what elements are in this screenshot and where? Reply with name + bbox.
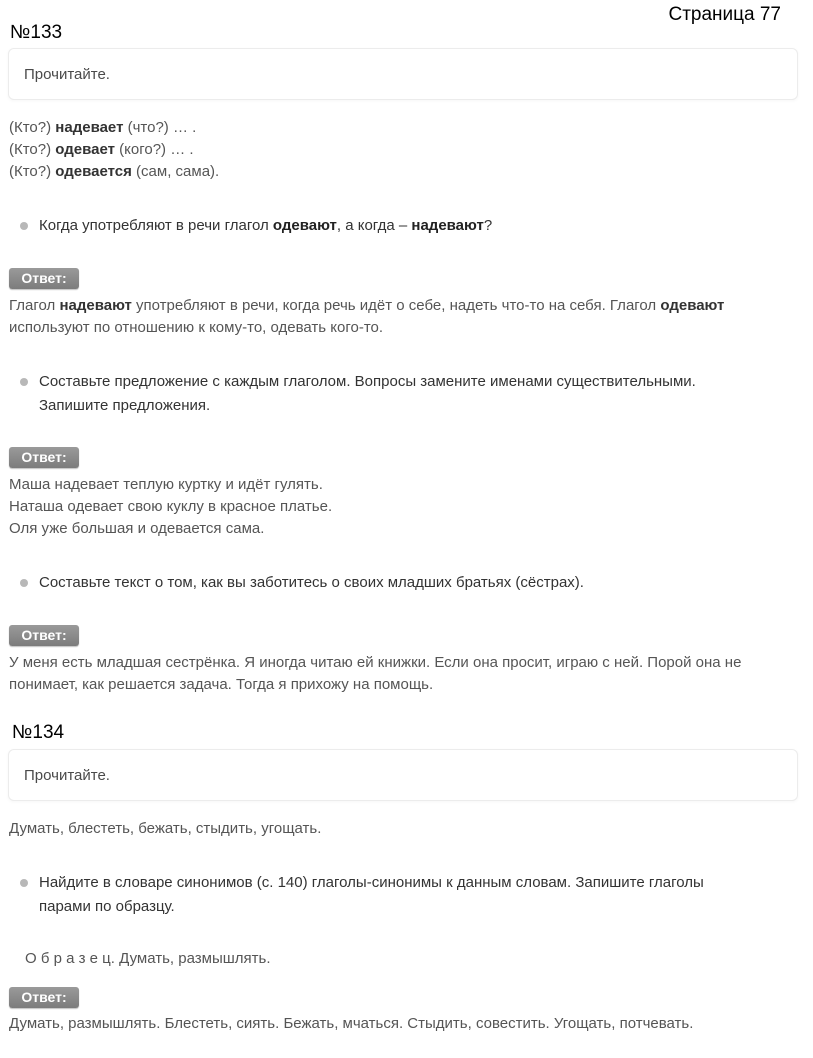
text-line: (Кто?) надевает (что?) … .	[9, 119, 197, 136]
bullet-icon	[20, 378, 28, 386]
answer-badge: Ответ:	[9, 625, 79, 646]
bullet-icon	[20, 879, 28, 887]
answer-badge: Ответ:	[9, 447, 79, 468]
answer-text: Думать, размышлять. Блестеть, сиять. Бежать, мчаться. Стыдить, совестить. Угощать, потчевать.	[9, 1015, 694, 1032]
word-list: Думать, блестеть, бежать, стыдить, угощать.	[9, 820, 322, 837]
instruction-box	[8, 749, 798, 801]
task-text: Составьте текст о том, как вы заботитесь о своих младших братьях (сёстрах).	[39, 574, 584, 591]
exercise-number: №133	[10, 22, 63, 43]
task-text: Составьте предложение с каждым глаголом. Вопросы замените именами существительными. Запишите предложения.	[39, 373, 696, 414]
page-number: Страница 77	[668, 4, 781, 25]
exercise-number: №134	[12, 722, 65, 743]
task-text: Когда употребляют в речи глагол одевают, а когда – надевают?	[39, 217, 493, 234]
instruction-text: Прочитайте.	[24, 66, 110, 83]
answer-badge: Ответ:	[9, 268, 79, 289]
sample-text: О б р а з е ц. Думать, размышлять.	[25, 950, 271, 967]
bullet-icon	[20, 222, 28, 230]
text-line: (Кто?) одевается (сам, сама).	[9, 163, 220, 180]
text-line: (Кто?) одевает (кого?) … .	[9, 141, 194, 158]
bullet-icon	[20, 579, 28, 587]
answer-text: Маша надевает теплую куртку и идёт гулять. Наташа одевает свою куклу в красное платье. Оля уже большая и одевается сама.	[9, 476, 333, 537]
answer-badge: Ответ:	[9, 987, 79, 1008]
answer-text: Глагол надевают употребляют в речи, когда речь идёт о себе, надеть что-то на себя. Глагол одевают используют по отношению к кому-то, одевать кого-то.	[9, 297, 725, 336]
task-text: Найдите в словаре синонимов (с. 140) глаголы-синонимы к данным словам. Запишите глаголы парами по образцу.	[39, 874, 704, 915]
instruction-text: Прочитайте.	[24, 767, 110, 784]
instruction-box	[8, 48, 798, 100]
answer-text: У меня есть младшая сестрёнка. Я иногда читаю ей книжки. Если она просит, играю с ней. Порой она не понимает, как решается задача. Тогда я прихожу на помощь.	[9, 654, 742, 693]
